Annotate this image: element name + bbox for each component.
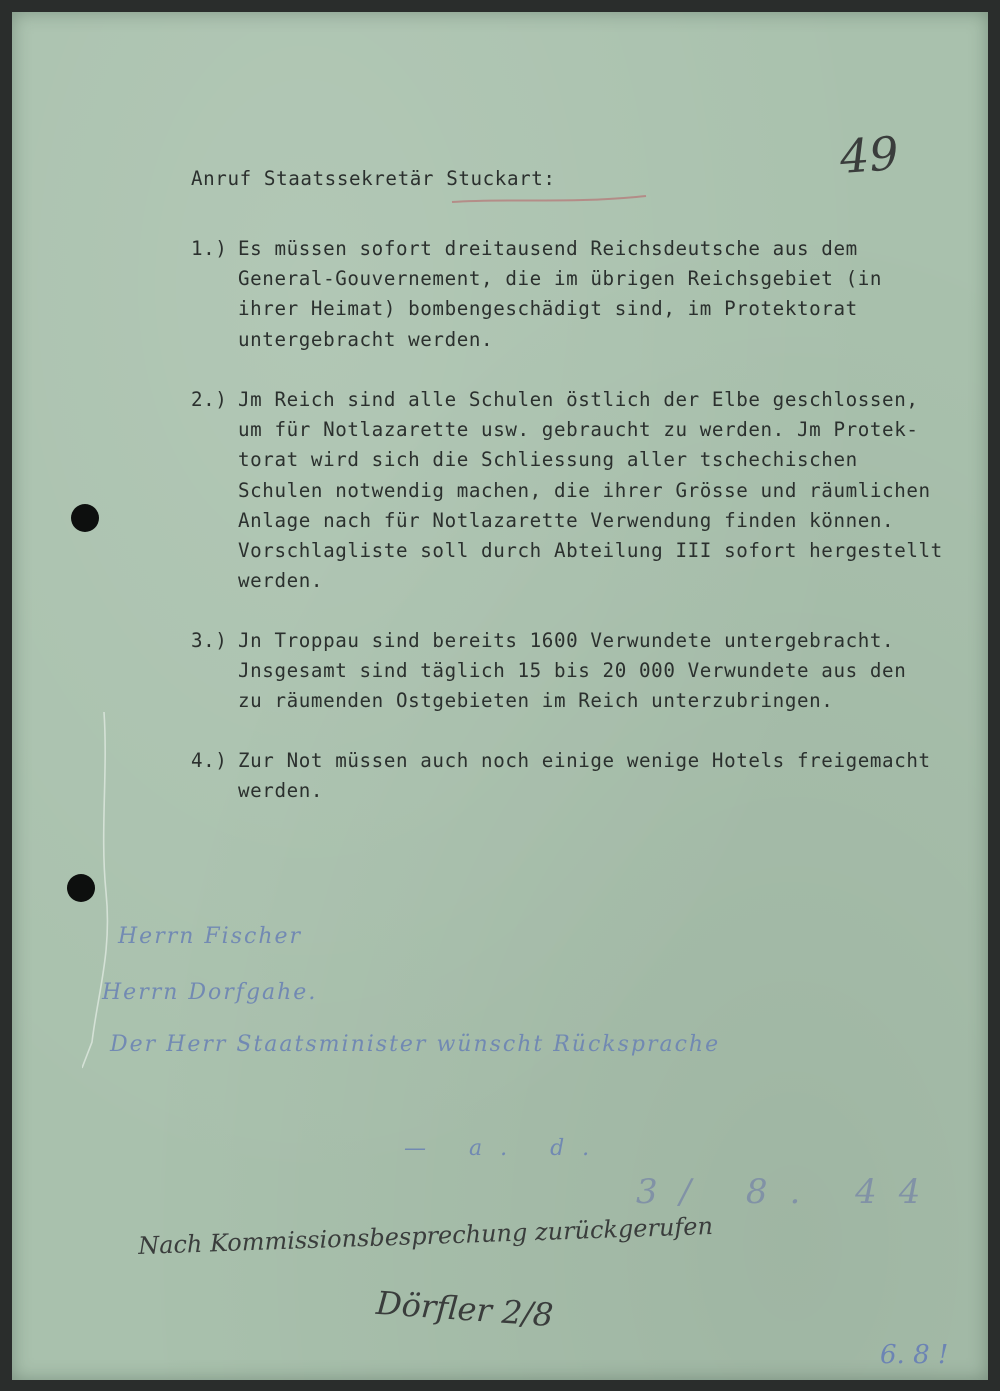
list-item-line: ihrer Heimat) bombengeschädigt sind, im Protektorat xyxy=(238,297,858,321)
handwritten-date: 3/ 8. 44 xyxy=(636,1172,943,1212)
list-item-line: Vorschlagliste soll durch Abteilung III sofort hergestellt xyxy=(238,539,943,563)
handwritten-blue-note-3: Der Herr Staatsminister wünscht Rücksprache xyxy=(110,1032,721,1057)
list-item-line: zu räumenden Ostgebieten im Reich unterzubringen. xyxy=(238,689,834,713)
list-item-number: 1.) xyxy=(191,237,228,260)
list-item-number: 3.) xyxy=(191,629,228,652)
handwritten-blue-note-1: Herrn Fischer xyxy=(118,924,303,949)
handwritten-corner-mark: 6. 8 ! xyxy=(880,1340,949,1370)
list-item-line: General-Gouvernement, die im übrigen Reichsgebiet (in xyxy=(238,267,883,291)
list-item-line: torat wird sich die Schliessung aller tschechischen xyxy=(238,448,858,472)
heading-red-underline xyxy=(450,192,650,208)
list-item-line: untergebracht werden. xyxy=(238,327,494,351)
list-item-line: Es müssen sofort dreitausend Reichsdeutsche aus dem xyxy=(238,237,858,260)
list-item-number: 4.) xyxy=(191,749,228,772)
list-item-line: werden. xyxy=(238,569,324,593)
handwritten-page-number: 49 xyxy=(838,126,901,184)
list-item-line: werden. xyxy=(238,779,324,803)
handwritten-signature: Dörfler 2/8 xyxy=(374,1283,555,1335)
handwritten-blue-note-2: Herrn Dorfgahe. xyxy=(102,980,318,1005)
list-item-line: Jm Reich sind alle Schulen östlich der Elbe geschlossen, xyxy=(238,388,919,411)
list-item-number: 2.) xyxy=(191,388,228,411)
list-item-line: Schulen notwendig machen, die ihrer Grösse und räumlichen xyxy=(238,478,931,502)
list-item-line: Zur Not müssen auch noch einige wenige Hotels freigemacht xyxy=(238,749,931,772)
handwritten-blue-note-4: — a. d. xyxy=(404,1136,608,1161)
punch-hole-upper xyxy=(71,504,99,532)
list-item-line: Anlage nach für Notlazarette Verwendung finden können. xyxy=(238,508,895,532)
list-item-line: um für Notlazarette usw. gebraucht zu werden. Jm Protek- xyxy=(238,418,919,442)
fold-crease xyxy=(82,712,112,1072)
handwritten-pencil-note: Nach Kommissionsbesprechung zurückgerufen xyxy=(137,1211,714,1261)
document-heading: Anruf Staatssekretär Stuckart: xyxy=(191,167,556,190)
list-item-line: Jnsgesamt sind täglich 15 bis 20 000 Verwundete aus den xyxy=(238,659,907,683)
list-item-line: Jn Troppau sind bereits 1600 Verwundete untergebracht. xyxy=(238,629,895,652)
